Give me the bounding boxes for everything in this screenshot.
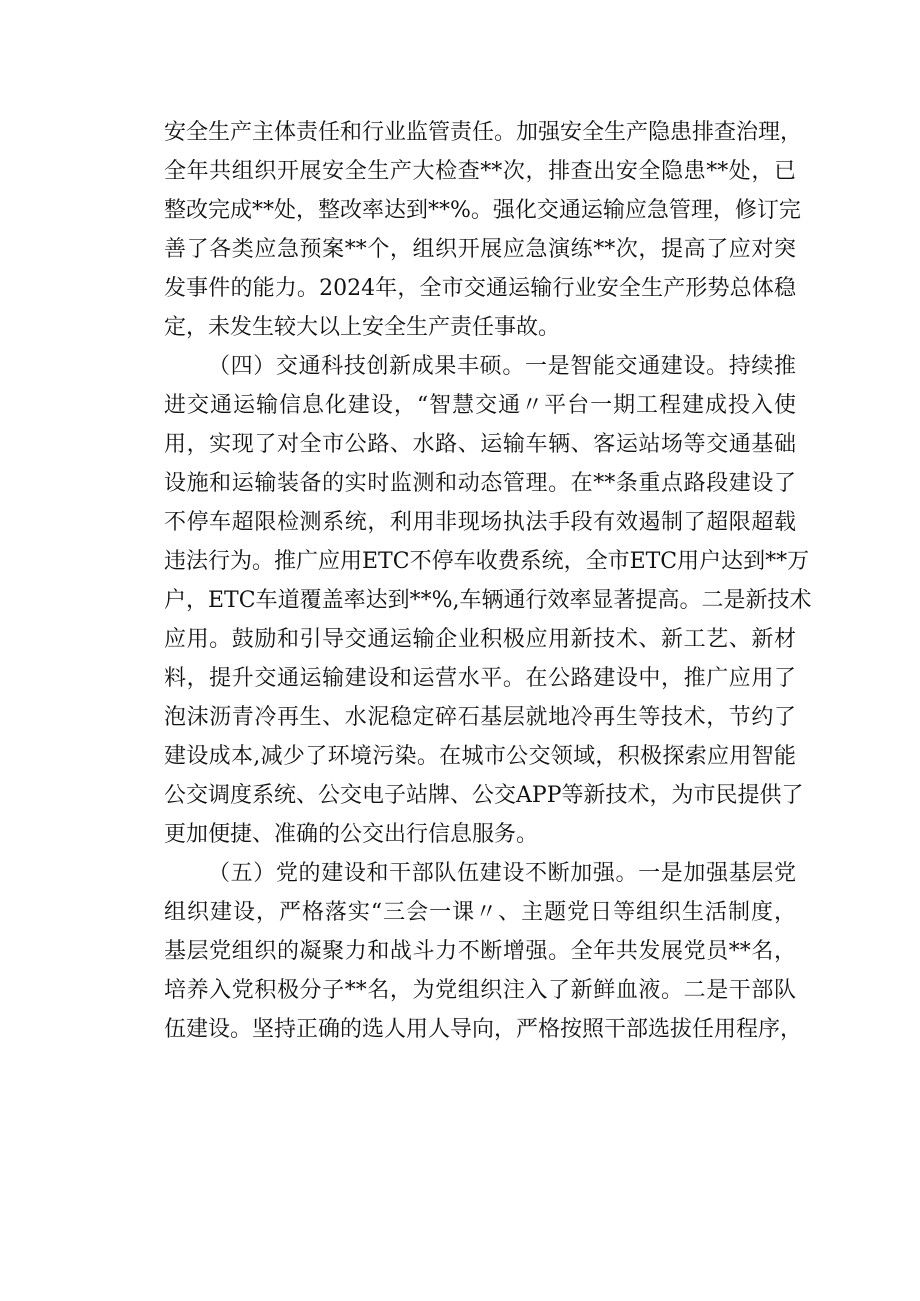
text-line: 泡沫沥青冷再生、水泥稳定碎石基层就地冷再生等技术，节约了 xyxy=(164,705,796,730)
text-line: 全年共组织开展安全生产大检查**次，排查出安全隐患**处，已 xyxy=(164,159,796,184)
paragraph-party-building xyxy=(164,854,803,1049)
text-line: 安全生产主体责任和行业监管责任。加强安全生产隐患排查治理， xyxy=(164,120,803,145)
text-line: 进交通运输信息化建设，“智慧交通〃平台一期工程建成投入使 xyxy=(164,393,796,418)
text-line: 违法行为。推广应用ETC不停车收费系统，全市ETC用户达到**万 xyxy=(164,549,810,574)
text-line: （五）党的建设和干部队伍建设不断加强。一是加强基层党 xyxy=(208,861,796,886)
text-line: 建设成本,减少了环境污染。在城市公交领域，积极探索应用智能 xyxy=(164,744,796,769)
text-line: 设施和运输装备的实时监测和动态管理。在**条重点路段建设了 xyxy=(164,471,796,496)
text-line: 应用。鼓励和引导交通运输企业积极应用新技术、新工艺、新材 xyxy=(164,627,796,652)
text-line: 组织建设，严格落实“三会一课〃、主题党日等组织生活制度， xyxy=(164,900,796,925)
text-line: 不停车超限检测系统，利用非现场执法手段有效遏制了超限超载 xyxy=(164,510,796,535)
document-body xyxy=(164,113,812,1049)
paragraph-safety-production xyxy=(164,113,803,347)
text-line: 公交调度系统、公交电子站牌、公交APP等新技术，为市民提供了 xyxy=(164,783,804,808)
text-line: 伍建设。坚持正确的选人用人导向，严格按照干部选拔任用程序， xyxy=(164,1017,803,1042)
text-line: 培养入党积极分子**名，为党组织注入了新鲜血液。二是干部队 xyxy=(164,978,796,1003)
text-line: 料，提升交通运输建设和运营水平。在公路建设中，推广应用了 xyxy=(164,666,796,691)
text-line: （四）交通科技创新成果丰硕。一是智能交通建设。持续推 xyxy=(208,354,796,379)
text-line: 定，未发生较大以上安全生产责任事故。 xyxy=(164,315,561,340)
text-line: 整改完成**处，整改率达到**%。强化交通运输应急管理，修订完 xyxy=(164,198,801,223)
text-line: 更加便捷、准确的公交出行信息服务。 xyxy=(164,822,539,847)
paragraph-tech-innovation xyxy=(164,347,812,854)
text-line: 基层党组织的凝聚力和战斗力不断增强。全年共发展党员**名， xyxy=(164,939,796,964)
text-line: 发事件的能力。2024年，全市交通运输行业安全生产形势总体稳 xyxy=(164,276,796,301)
text-line: 善了各类应急预案**个，组织开展应急演练**次，提高了应对突 xyxy=(164,237,796,262)
text-line: 用，实现了对全市公路、水路、运输车辆、客运站场等交通基础 xyxy=(164,432,796,457)
text-line: 户，ETC车道覆盖率达到**%,车辆通行效率显著提高。二是新技术 xyxy=(164,588,812,613)
